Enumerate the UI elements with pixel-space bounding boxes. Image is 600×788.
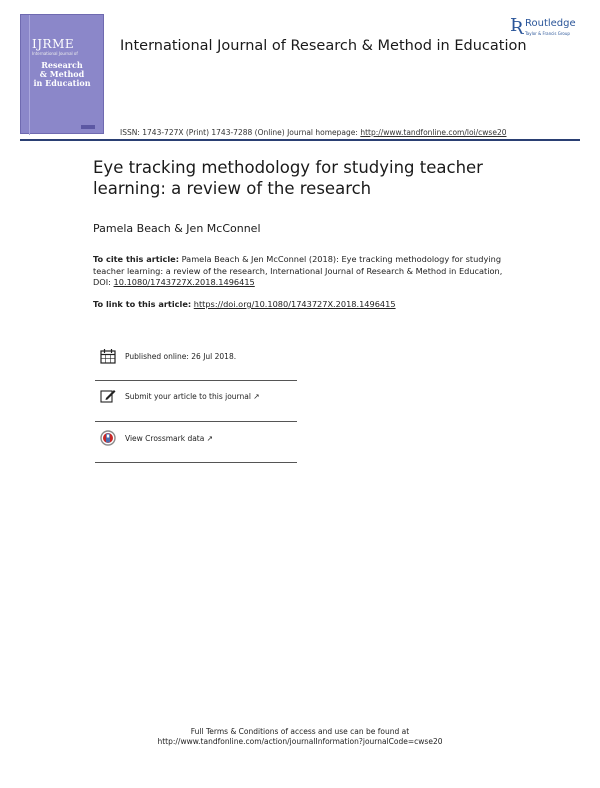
info-divider bbox=[95, 421, 297, 422]
article-link-block bbox=[93, 299, 396, 309]
submit-article-row[interactable] bbox=[95, 388, 297, 408]
cover-title-line: Research bbox=[41, 60, 83, 70]
footer-terms: Full Terms & Conditions of access and use can be found at bbox=[190, 727, 410, 736]
crossmark-link[interactable]: View Crossmark data ↗ bbox=[125, 434, 214, 443]
cover-publisher-logo bbox=[81, 125, 95, 129]
publisher-tagline: Taylor & Francis Group bbox=[525, 31, 570, 36]
article-authors: Pamela Beach & Jen McConnel bbox=[93, 222, 261, 235]
submit-article-link[interactable]: Submit your article to this journal ↗ bbox=[125, 392, 260, 401]
journal-title: International Journal of Research & Method in Education bbox=[120, 38, 527, 54]
cover-title-line: & Method bbox=[39, 69, 85, 79]
crossmark-icon bbox=[100, 430, 116, 446]
publisher-name: Routledge bbox=[525, 18, 576, 29]
info-divider bbox=[95, 462, 297, 463]
article-doi-link[interactable]: https://doi.org/10.1080/1743727X.2018.1496415 bbox=[193, 299, 396, 309]
published-date: Published online: 26 Jul 2018. bbox=[125, 352, 237, 361]
publisher-logo[interactable] bbox=[510, 17, 590, 41]
calendar-icon bbox=[100, 348, 116, 364]
cover-small-text: International Journal of bbox=[32, 51, 78, 56]
info-divider bbox=[95, 380, 297, 381]
routledge-r-icon: Ʀ bbox=[510, 15, 524, 36]
external-link-icon: ↗ bbox=[253, 392, 260, 401]
footer bbox=[0, 727, 600, 747]
issn-text: ISSN: 1743-727X (Print) 1743-7288 (Online) Journal homepage: bbox=[120, 128, 358, 137]
citation-label: To cite this article: bbox=[93, 254, 179, 264]
journal-homepage-link[interactable]: http://www.tandfonline.com/loi/cwse20 bbox=[360, 128, 507, 137]
footer-url[interactable]: http://www.tandfonline.com/action/journalInformation?journalCode=cwse20 bbox=[157, 737, 443, 746]
cover-abbr: IJRME bbox=[32, 37, 75, 51]
edit-icon bbox=[100, 388, 116, 404]
journal-cover bbox=[20, 14, 104, 134]
cover-title-line: in Education bbox=[33, 78, 91, 88]
issn-line bbox=[120, 128, 507, 137]
article-link-label: To link to this article: bbox=[93, 299, 192, 309]
header-rule bbox=[20, 139, 580, 141]
citation-doi-link[interactable]: 10.1080/1743727X.2018.1496415 bbox=[113, 277, 255, 287]
external-link-icon: ↗ bbox=[206, 434, 214, 443]
published-row bbox=[95, 348, 297, 368]
citation-text: Pamela Beach & Jen McConnel (2018): Eye tracking methodology for studying teacher learning: a review of the research, International Journal of Research & Method in Education, DOI: bbox=[93, 254, 503, 287]
crossmark-row[interactable] bbox=[95, 430, 297, 450]
article-title: Eye tracking methodology for studying teacher learning: a review of the research bbox=[93, 158, 483, 198]
citation-block bbox=[93, 254, 513, 289]
